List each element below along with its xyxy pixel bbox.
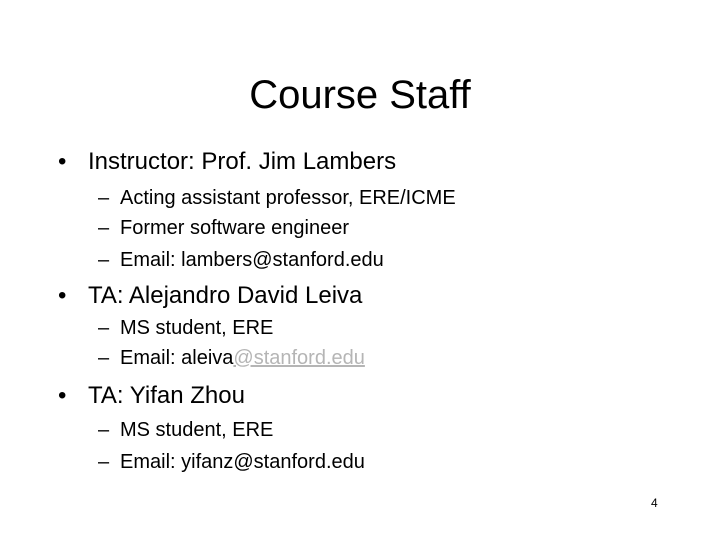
dash-icon: – — [98, 317, 110, 339]
email-prefix: Email: aleiva — [120, 347, 234, 369]
sub-item — [98, 216, 349, 240]
dash-icon: – — [98, 249, 110, 271]
dash-icon: – — [98, 419, 110, 441]
sub-item-text: MS student, ERE — [120, 317, 274, 339]
sub-item — [98, 186, 456, 210]
bullet-ta-yifan — [58, 382, 245, 410]
sub-item — [98, 316, 273, 340]
bullet-dot-icon: • — [58, 148, 67, 175]
bullet-ta-alejandro — [58, 282, 362, 310]
sub-item-text: Former software engineer — [120, 217, 349, 239]
email-link[interactable]: @stanford.edu — [233, 347, 365, 369]
bullet-text: TA: Yifan Zhou — [88, 382, 245, 409]
bullet-dot-icon: • — [58, 282, 67, 309]
email-text: Email: yifanz@stanford.edu — [120, 451, 365, 473]
bullet-text: TA: Alejandro David Leiva — [88, 282, 363, 309]
sub-item-text: Acting assistant professor, ERE/ICME — [120, 187, 456, 209]
dash-icon: – — [98, 347, 110, 369]
sub-item — [98, 346, 365, 370]
bullet-instructor — [58, 148, 396, 176]
sub-item — [98, 418, 273, 442]
sub-item — [98, 450, 365, 474]
slide-title: Course Staff — [249, 73, 471, 117]
bullet-text: Instructor: Prof. Jim Lambers — [88, 148, 397, 175]
dash-icon: – — [98, 187, 110, 209]
sub-item-text: MS student, ERE — [120, 419, 274, 441]
dash-icon: – — [98, 451, 110, 473]
page-number: 4 — [651, 496, 658, 510]
bullet-dot-icon: • — [58, 382, 67, 409]
email-text: Email: lambers@stanford.edu — [120, 249, 384, 271]
dash-icon: – — [98, 217, 110, 239]
sub-item — [98, 248, 384, 272]
